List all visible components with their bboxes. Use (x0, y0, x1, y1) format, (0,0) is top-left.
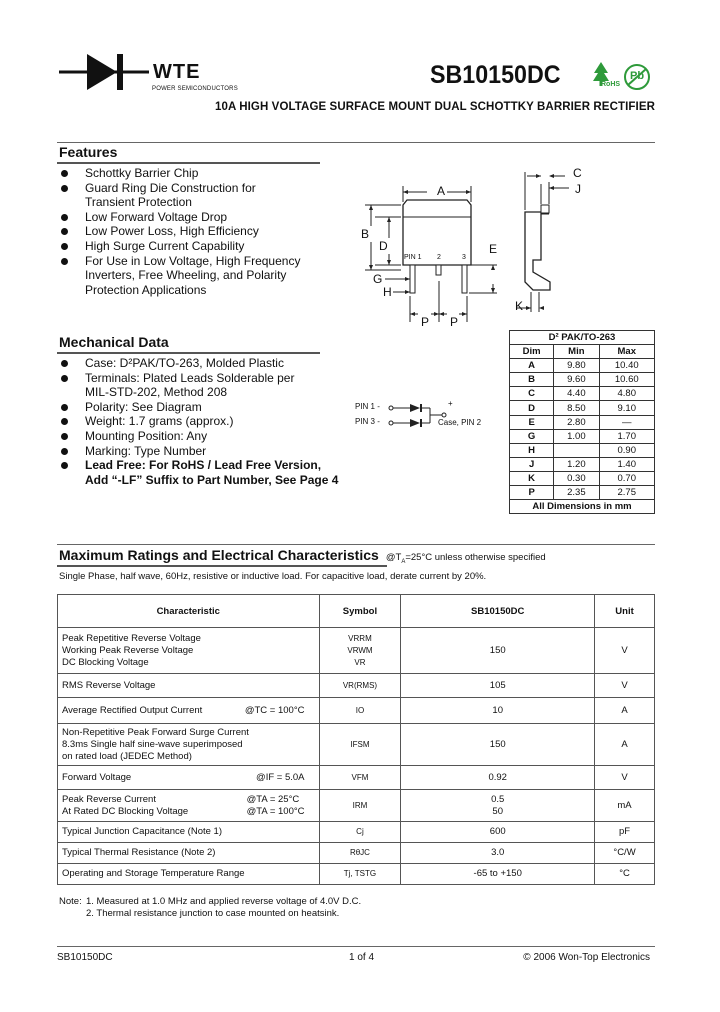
value-text: 150 (489, 644, 506, 656)
brand-name: WTE (153, 61, 201, 83)
dim-row (510, 373, 655, 387)
dim-cell: 0.30 (554, 471, 599, 485)
dim-cell: E (510, 415, 554, 429)
dim-cell: — (599, 415, 655, 429)
symbol-text: Tj, TSTG (343, 869, 377, 878)
dim-cell: 9.10 (599, 401, 655, 415)
mechanical-item (59, 400, 359, 415)
ratings-title: Maximum Ratings and Electrical Characteristics (59, 547, 379, 563)
symbol-cell (319, 864, 401, 885)
dim-cell: 10.60 (599, 373, 655, 387)
dim-row (510, 429, 655, 443)
note-1: 1. Measured at 1.0 MHz and applied reverse voltage of 4.0V D.C. (86, 896, 362, 907)
mechanical-text: Polarity: See Diagram (85, 399, 202, 414)
case-pin2-text: Case, PIN 2 (438, 418, 482, 427)
characteristic-text: 8.3ms Single half sine-wave superimposed (62, 738, 243, 750)
ratings-header-cell: Unit (595, 595, 655, 628)
features-underline (57, 162, 320, 164)
feature-item (59, 166, 329, 181)
value-cell (401, 698, 595, 724)
dim-cell: H (510, 443, 554, 457)
ratings-header-cell: Characteristic (58, 595, 320, 628)
characteristic-text: Working Peak Reverse Voltage (62, 644, 194, 656)
features-divider (57, 142, 655, 143)
dim-row (510, 457, 655, 471)
unit-cell: °C (595, 864, 655, 885)
notes-label: Note: (59, 896, 82, 907)
characteristic-cell (58, 698, 320, 724)
dim-cell: A (510, 359, 554, 373)
value-cell (401, 790, 595, 822)
pb-label: Pb (630, 70, 645, 82)
dim-label-p2: P (450, 315, 459, 329)
rohs-badge (591, 60, 621, 90)
characteristic-text: Typical Junction Capacitance (Note 1) (62, 826, 222, 837)
ratings-cond-at: @T (385, 552, 402, 563)
symbol-cell (319, 628, 401, 674)
value-cell (401, 674, 595, 698)
lead-free-badge (623, 63, 651, 91)
feature-item (59, 239, 329, 254)
dim-header-cell: Dim (510, 345, 554, 359)
ratings-header-cell: Symbol (319, 595, 401, 628)
part-number: SB10150DC (430, 61, 561, 89)
rohs-label: RoHS (601, 81, 621, 88)
package-outline-drawing (355, 162, 655, 332)
feature-text: High Surge Current Capability (85, 238, 245, 253)
mechanical-text: Marking: Type Number (85, 443, 207, 458)
value-text: -65 to +150 (473, 868, 522, 879)
ratings-table-wrap (57, 594, 655, 885)
ratings-row (58, 766, 655, 790)
dim-label-e: E (489, 242, 498, 256)
note-2: 2. Thermal resistance junction to case mounted on heatsink. (86, 908, 340, 919)
feature-text: Low Forward Voltage Drop (85, 209, 228, 224)
value-text: 105 (489, 679, 506, 691)
footer-copyright: © 2006 Won-Top Electronics (523, 952, 650, 963)
plus-sign: + (448, 399, 453, 408)
ratings-divider (57, 544, 655, 545)
brand-tagline: POWER SEMICONDUCTORS (152, 86, 238, 92)
footer-part-number: SB10150DC (57, 952, 113, 963)
feature-item (59, 224, 329, 239)
dim-row (510, 387, 655, 401)
unit-cell: V (595, 674, 655, 698)
ratings-row (58, 822, 655, 843)
dim-row (510, 401, 655, 415)
symbol-text: VR (354, 657, 366, 667)
characteristic-text: Typical Thermal Resistance (Note 2) (62, 847, 216, 858)
value-text: 0.5 (491, 793, 505, 805)
dim-cell: 1.20 (554, 457, 599, 471)
symbol-cell (319, 822, 401, 843)
characteristic-cell (58, 864, 320, 885)
feature-text: Low Power Loss, High Efficiency (85, 224, 259, 239)
mechanical-item (59, 414, 359, 429)
feature-text: Transient Protection (85, 195, 192, 210)
ratings-note-line: Single Phase, half wave, 60Hz, resistive or inductive load. For capacitive load, derate current by 20%. (59, 571, 487, 582)
ratings-row (58, 864, 655, 885)
mechanical-item (59, 356, 359, 371)
ratings-row (58, 790, 655, 822)
mechanical-text: MIL-STD-202, Method 208 (85, 385, 228, 400)
pin1-label: PIN 1 (404, 254, 422, 261)
unit-cell: °C/W (595, 843, 655, 864)
value-text: 50 (492, 805, 503, 817)
symbol-text: VR(RMS) (342, 680, 378, 690)
ratings-heading (59, 547, 546, 565)
dim-cell: K (510, 471, 554, 485)
ratings-row (58, 724, 655, 766)
symbol-cell (319, 843, 401, 864)
mechanical-text: Weight: 1.7 grams (approx.) (85, 414, 234, 429)
wte-logo (57, 52, 238, 98)
characteristic-text: Average Rectified Output Current (62, 704, 203, 716)
symbol-text: Cj (356, 827, 364, 836)
package-outline-svg (355, 162, 655, 332)
characteristic-cell (58, 674, 320, 698)
condition-block (245, 705, 305, 717)
value-cell (401, 766, 595, 790)
symbol-cell (319, 674, 401, 698)
ratings-header-cell: SB10150DC (401, 595, 595, 628)
characteristic-text: Peak Reverse Current (62, 793, 156, 805)
dim-row (510, 471, 655, 485)
unit-cell: mA (595, 790, 655, 822)
dimension-table (509, 330, 655, 514)
dim-cell: G (510, 429, 554, 443)
dim-label-a: A (437, 184, 446, 198)
characteristic-text: RMS Reverse Voltage (62, 679, 156, 691)
footer-page-number: 1 of 4 (349, 952, 375, 963)
mechanical-item (59, 429, 359, 444)
mechanical-text: Terminals: Plated Leads Solderable per (85, 370, 295, 385)
dim-cell: 4.80 (599, 387, 655, 401)
characteristic-cell (58, 766, 320, 790)
value-cell (401, 628, 595, 674)
feature-text: Inverters, Free Wheeling, and Polarity (85, 268, 287, 283)
mechanical-text: Case: D²PAK/TO-263, Molded Plastic (85, 356, 284, 370)
footer-divider (57, 946, 655, 947)
dim-cell: 1.40 (599, 457, 655, 471)
characteristic-cell (58, 628, 320, 674)
dim-cell: 2.75 (599, 486, 655, 500)
symbol-cell (319, 698, 401, 724)
feature-item (59, 181, 329, 210)
characteristic-text: At Rated DC Blocking Voltage (62, 805, 189, 817)
dim-cell: 4.40 (554, 387, 599, 401)
dim-label-p1: P (421, 315, 430, 329)
value-text: 150 (489, 738, 506, 750)
dim-cell (554, 443, 599, 457)
dim-cell: B (510, 373, 554, 387)
value-cell (401, 864, 595, 885)
feature-text: Protection Applications (85, 282, 207, 297)
pin3-text: PIN 3 - (355, 417, 380, 426)
dim-cell: 0.70 (599, 471, 655, 485)
mechanical-underline (57, 352, 320, 354)
ratings-cond-rest: =25°C unless otherwise specified (405, 552, 546, 563)
characteristic-cell (58, 790, 320, 822)
dimension-table-wrap (509, 330, 655, 514)
dim-table-footer: All Dimensions in mm (510, 500, 655, 514)
unit-cell: A (595, 698, 655, 724)
dim-label-g: G (373, 272, 383, 286)
feature-item (59, 254, 329, 298)
characteristic-cell (58, 843, 320, 864)
ratings-row (58, 628, 655, 674)
polarity-diagram (352, 396, 502, 436)
features-title: Features (59, 144, 118, 160)
characteristic-text: Peak Repetitive Reverse Voltage (62, 632, 201, 644)
condition-text: @TC = 100°C (244, 705, 305, 716)
dim-label-c: C (573, 166, 582, 180)
feature-text: Schottky Barrier Chip (85, 166, 199, 180)
ratings-row (58, 843, 655, 864)
dim-cell: 1.00 (554, 429, 599, 443)
unit-cell: pF (595, 822, 655, 843)
ratings-underline (57, 565, 387, 567)
condition-block (256, 772, 304, 784)
notes-block (86, 896, 361, 920)
device-subtitle: 10A HIGH VOLTAGE SURFACE MOUNT DUAL SCHOTTKY BARRIER RECTIFIER (214, 101, 655, 113)
ratings-header-row (58, 595, 655, 628)
dim-label-h: H (383, 285, 392, 299)
mechanical-text: Add “-LF” Suffix to Part Number, See Page 4 (85, 472, 339, 487)
value-text: 0.92 (488, 771, 507, 783)
unit-cell: A (595, 724, 655, 766)
dim-header-cell: Min (554, 345, 599, 359)
ratings-condition (386, 552, 546, 563)
dim-cell: 0.90 (599, 443, 655, 457)
characteristic-text: Non-Repetitive Peak Forward Surge Current (62, 726, 249, 738)
mechanical-text: Lead Free: For RoHS / Lead Free Version, (85, 458, 322, 473)
characteristic-text: Operating and Storage Temperature Range (62, 868, 245, 879)
dim-label-k: K (515, 299, 524, 313)
feature-text: For Use in Low Voltage, High Frequency (85, 253, 301, 268)
unit-cell: V (595, 766, 655, 790)
symbol-text: IO (355, 705, 365, 715)
characteristic-cell (58, 822, 320, 843)
condition-text: @IF = 5.0A (256, 772, 305, 783)
dim-row (510, 486, 655, 500)
dim-cell: 8.50 (554, 401, 599, 415)
dim-table-header-row (510, 345, 655, 359)
dim-label-b: B (361, 227, 370, 241)
dim-row (510, 359, 655, 373)
mechanical-item (59, 458, 359, 487)
symbol-text: RθJC (349, 848, 370, 857)
mechanical-item (59, 444, 359, 459)
dim-cell: D (510, 401, 554, 415)
condition-text: @TA = 100°C (246, 806, 305, 817)
pin2-label: 2 (437, 254, 441, 261)
symbol-text: VFM (351, 772, 369, 782)
mechanical-list (59, 356, 359, 487)
symbol-cell (319, 724, 401, 766)
value-cell (401, 822, 595, 843)
dim-row (510, 415, 655, 429)
dim-label-d: D (379, 239, 388, 253)
feature-text: Guard Ring Die Construction for (85, 180, 256, 195)
dim-header-cell: Max (599, 345, 655, 359)
condition-block (247, 794, 305, 818)
feature-item (59, 210, 329, 225)
characteristic-text: Forward Voltage (62, 771, 132, 783)
mechanical-item (59, 371, 359, 400)
unit-cell: V (595, 628, 655, 674)
value-cell (401, 724, 595, 766)
dim-label-j: J (575, 182, 581, 196)
pin3-label: 3 (462, 254, 466, 261)
dim-cell: 9.80 (554, 359, 599, 373)
value-text: 600 (489, 826, 506, 837)
symbol-text: VRWM (347, 645, 373, 655)
value-text: 3.0 (491, 847, 505, 858)
ratings-row (58, 674, 655, 698)
ratings-cond-sub: A (401, 558, 406, 565)
dim-cell: 2.80 (554, 415, 599, 429)
ratings-table (57, 594, 655, 885)
value-cell (401, 843, 595, 864)
dim-cell: C (510, 387, 554, 401)
dim-table-title: D² PAK/TO-263 (510, 331, 655, 345)
dim-cell: 1.70 (599, 429, 655, 443)
dim-cell: 2.35 (554, 486, 599, 500)
dim-cell: 9.60 (554, 373, 599, 387)
symbol-cell (319, 790, 401, 822)
dim-cell: P (510, 486, 554, 500)
condition-text: @TA = 25°C (246, 794, 300, 805)
mechanical-text: Mounting Position: Any (85, 428, 208, 443)
features-list (59, 166, 329, 297)
ratings-row (58, 698, 655, 724)
mechanical-title: Mechanical Data (59, 334, 169, 350)
characteristic-cell (58, 724, 320, 766)
dim-cell: 10.40 (599, 359, 655, 373)
symbol-text: VRRM (348, 633, 372, 643)
symbol-cell (319, 766, 401, 790)
symbol-text: IRM (352, 800, 368, 810)
characteristic-text: on rated load (JEDEC Method) (62, 750, 192, 762)
symbol-text: IFSM (350, 739, 370, 749)
dim-row (510, 443, 655, 457)
dim-cell: J (510, 457, 554, 471)
value-text: 10 (492, 704, 503, 716)
characteristic-text: DC Blocking Voltage (62, 656, 149, 668)
pin1-text: PIN 1 - (355, 402, 380, 411)
